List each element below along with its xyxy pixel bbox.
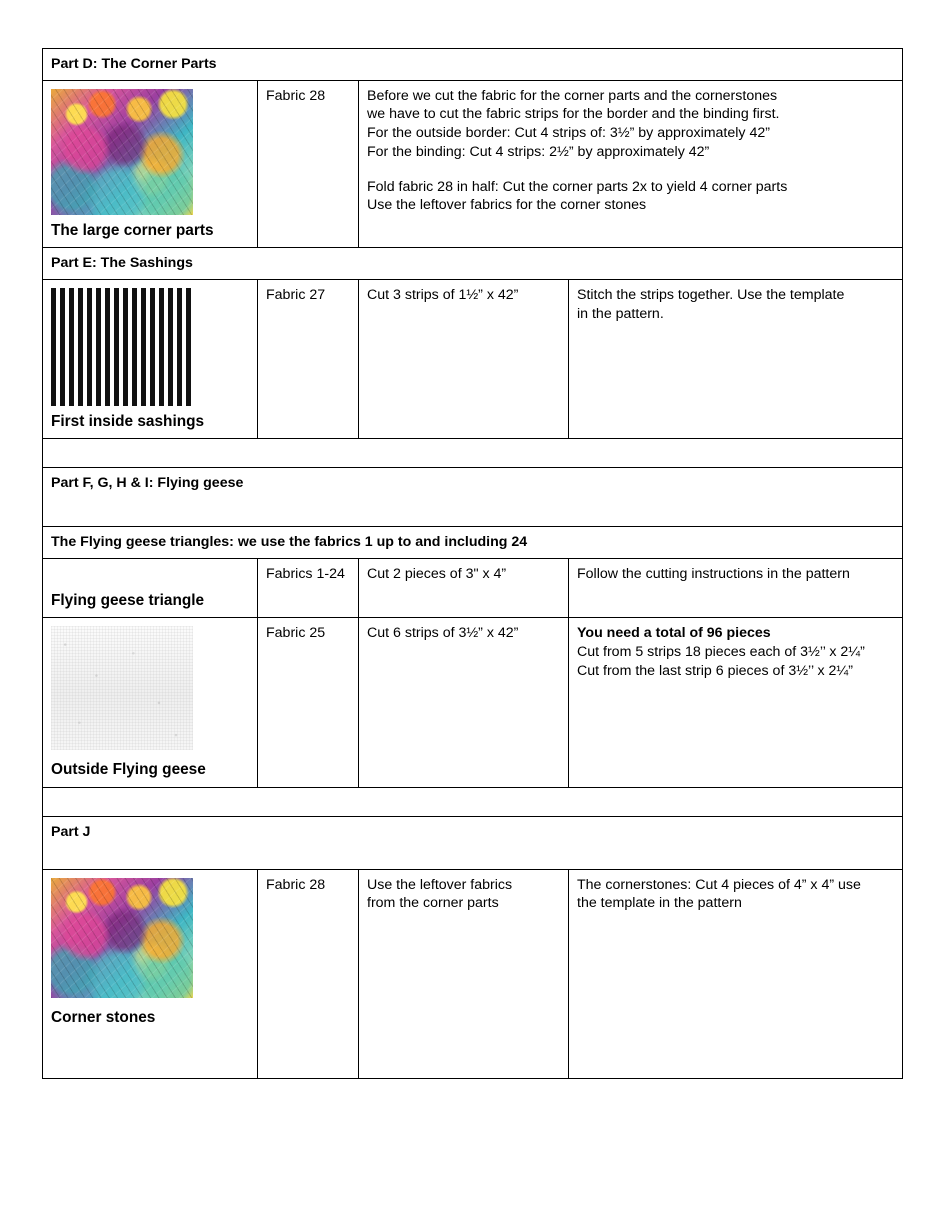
spacer-row: [43, 439, 903, 468]
corner-parts-fabric: Fabric 28: [258, 80, 359, 247]
outside-flying-geese-swatch-cell: [43, 618, 258, 787]
flying-geese-triangle-cutting: Cut 2 pieces of 3" x 4”: [359, 558, 569, 617]
corner-parts-swatch-cell: [43, 80, 258, 247]
section-header-part-e: [43, 248, 903, 280]
section-header-part-d: [43, 49, 903, 81]
section-header-part-j: [43, 816, 903, 869]
section-title: Part J: [43, 816, 903, 869]
instruction-line: For the outside border: Cut 4 strips of: 3½” by approximately 42”: [367, 125, 770, 142]
table-row-sashings: [43, 279, 903, 438]
sashings-swatch-cell: [43, 279, 258, 438]
instruction-line: For the binding: Cut 4 strips: 2½” by approximately 42”: [367, 143, 710, 160]
instruction-line: Before we cut the fabric for the corner parts and the cornerstones: [367, 87, 778, 104]
corner-stones-fabric: Fabric 28: [258, 869, 359, 1078]
flying-geese-triangle-fabric: Fabrics 1-24: [258, 558, 359, 617]
outside-flying-geese-cutting: Cut 6 strips of 3½” x 42”: [359, 618, 569, 787]
note-bold: You need a total of 96 pieces: [577, 625, 771, 642]
section-header-part-fghi: [43, 468, 903, 527]
sashings-notes: [569, 279, 903, 438]
section-title: Part E: The Sashings: [43, 248, 903, 280]
section-title: Part D: The Corner Parts: [43, 49, 903, 81]
blank-swatch-placeholder: [51, 567, 193, 585]
striped-fabric-swatch: [51, 288, 193, 406]
section-header-flying-geese-note: [43, 527, 903, 559]
white-speckled-fabric-swatch: [51, 626, 193, 750]
flying-geese-triangle-notes: [569, 558, 903, 617]
floral-fabric-swatch: [51, 878, 193, 998]
section-title: Part F, G, H & I: Flying geese: [43, 468, 903, 527]
sashings-fabric: Fabric 27: [258, 279, 359, 438]
note-line: the template in the pattern: [577, 895, 742, 912]
table-row-corner-stones: [43, 869, 903, 1078]
table-row-outside-flying-geese: [43, 618, 903, 787]
table-row-corner-parts: [43, 80, 903, 247]
corner-stones-caption: Corner stones: [51, 1008, 156, 1026]
sashings-caption: First inside sashings: [51, 412, 205, 430]
note-line: The cornerstones: Cut 4 pieces of 4” x 4” use: [577, 876, 861, 893]
spacer-row: [43, 787, 903, 816]
cutting-instructions-table: [42, 48, 903, 1079]
cutting-line: Use the leftover fabrics: [367, 876, 513, 893]
instruction-line: we have to cut the fabric strips for the border and the binding first.: [367, 106, 780, 123]
instruction-gap: [367, 162, 894, 178]
outside-flying-geese-notes: [569, 618, 903, 787]
table-row-flying-geese-triangle: [43, 558, 903, 617]
note-line: Follow the cutting instructions in the pattern: [577, 565, 850, 582]
sashings-cutting: Cut 3 strips of 1½” x 42”: [359, 279, 569, 438]
corner-stones-cutting: [359, 869, 569, 1078]
spacer-cell: [43, 787, 903, 816]
outside-flying-geese-caption: Outside Flying geese: [51, 761, 206, 779]
instruction-line: Use the leftover fabrics for the corner stones: [367, 197, 647, 214]
flying-geese-triangle-caption-cell: [43, 558, 258, 617]
outside-flying-geese-fabric: Fabric 25: [258, 618, 359, 787]
floral-fabric-swatch: [51, 89, 193, 215]
corner-stones-swatch-cell: [43, 869, 258, 1078]
note-line: Cut from the last strip 6 pieces of 3½’’ x 2¼”: [577, 662, 853, 679]
note-line: Cut from 5 strips 18 pieces each of 3½’’ x 2¼”: [577, 643, 865, 660]
note-line: in the pattern.: [577, 305, 664, 322]
spacer-cell: [43, 439, 903, 468]
corner-parts-instructions: [359, 80, 903, 247]
corner-stones-notes: [569, 869, 903, 1078]
instruction-line: Fold fabric 28 in half: Cut the corner parts 2x to yield 4 corner parts: [367, 178, 788, 195]
corner-parts-caption: The large corner parts: [51, 221, 214, 239]
section-subtitle: The Flying geese triangles: we use the fabrics 1 up to and including 24: [43, 527, 903, 559]
cutting-line: from the corner parts: [367, 895, 499, 912]
flying-geese-triangle-caption: Flying geese triangle: [51, 591, 205, 609]
note-line: Stitch the strips together. Use the template: [577, 286, 845, 303]
